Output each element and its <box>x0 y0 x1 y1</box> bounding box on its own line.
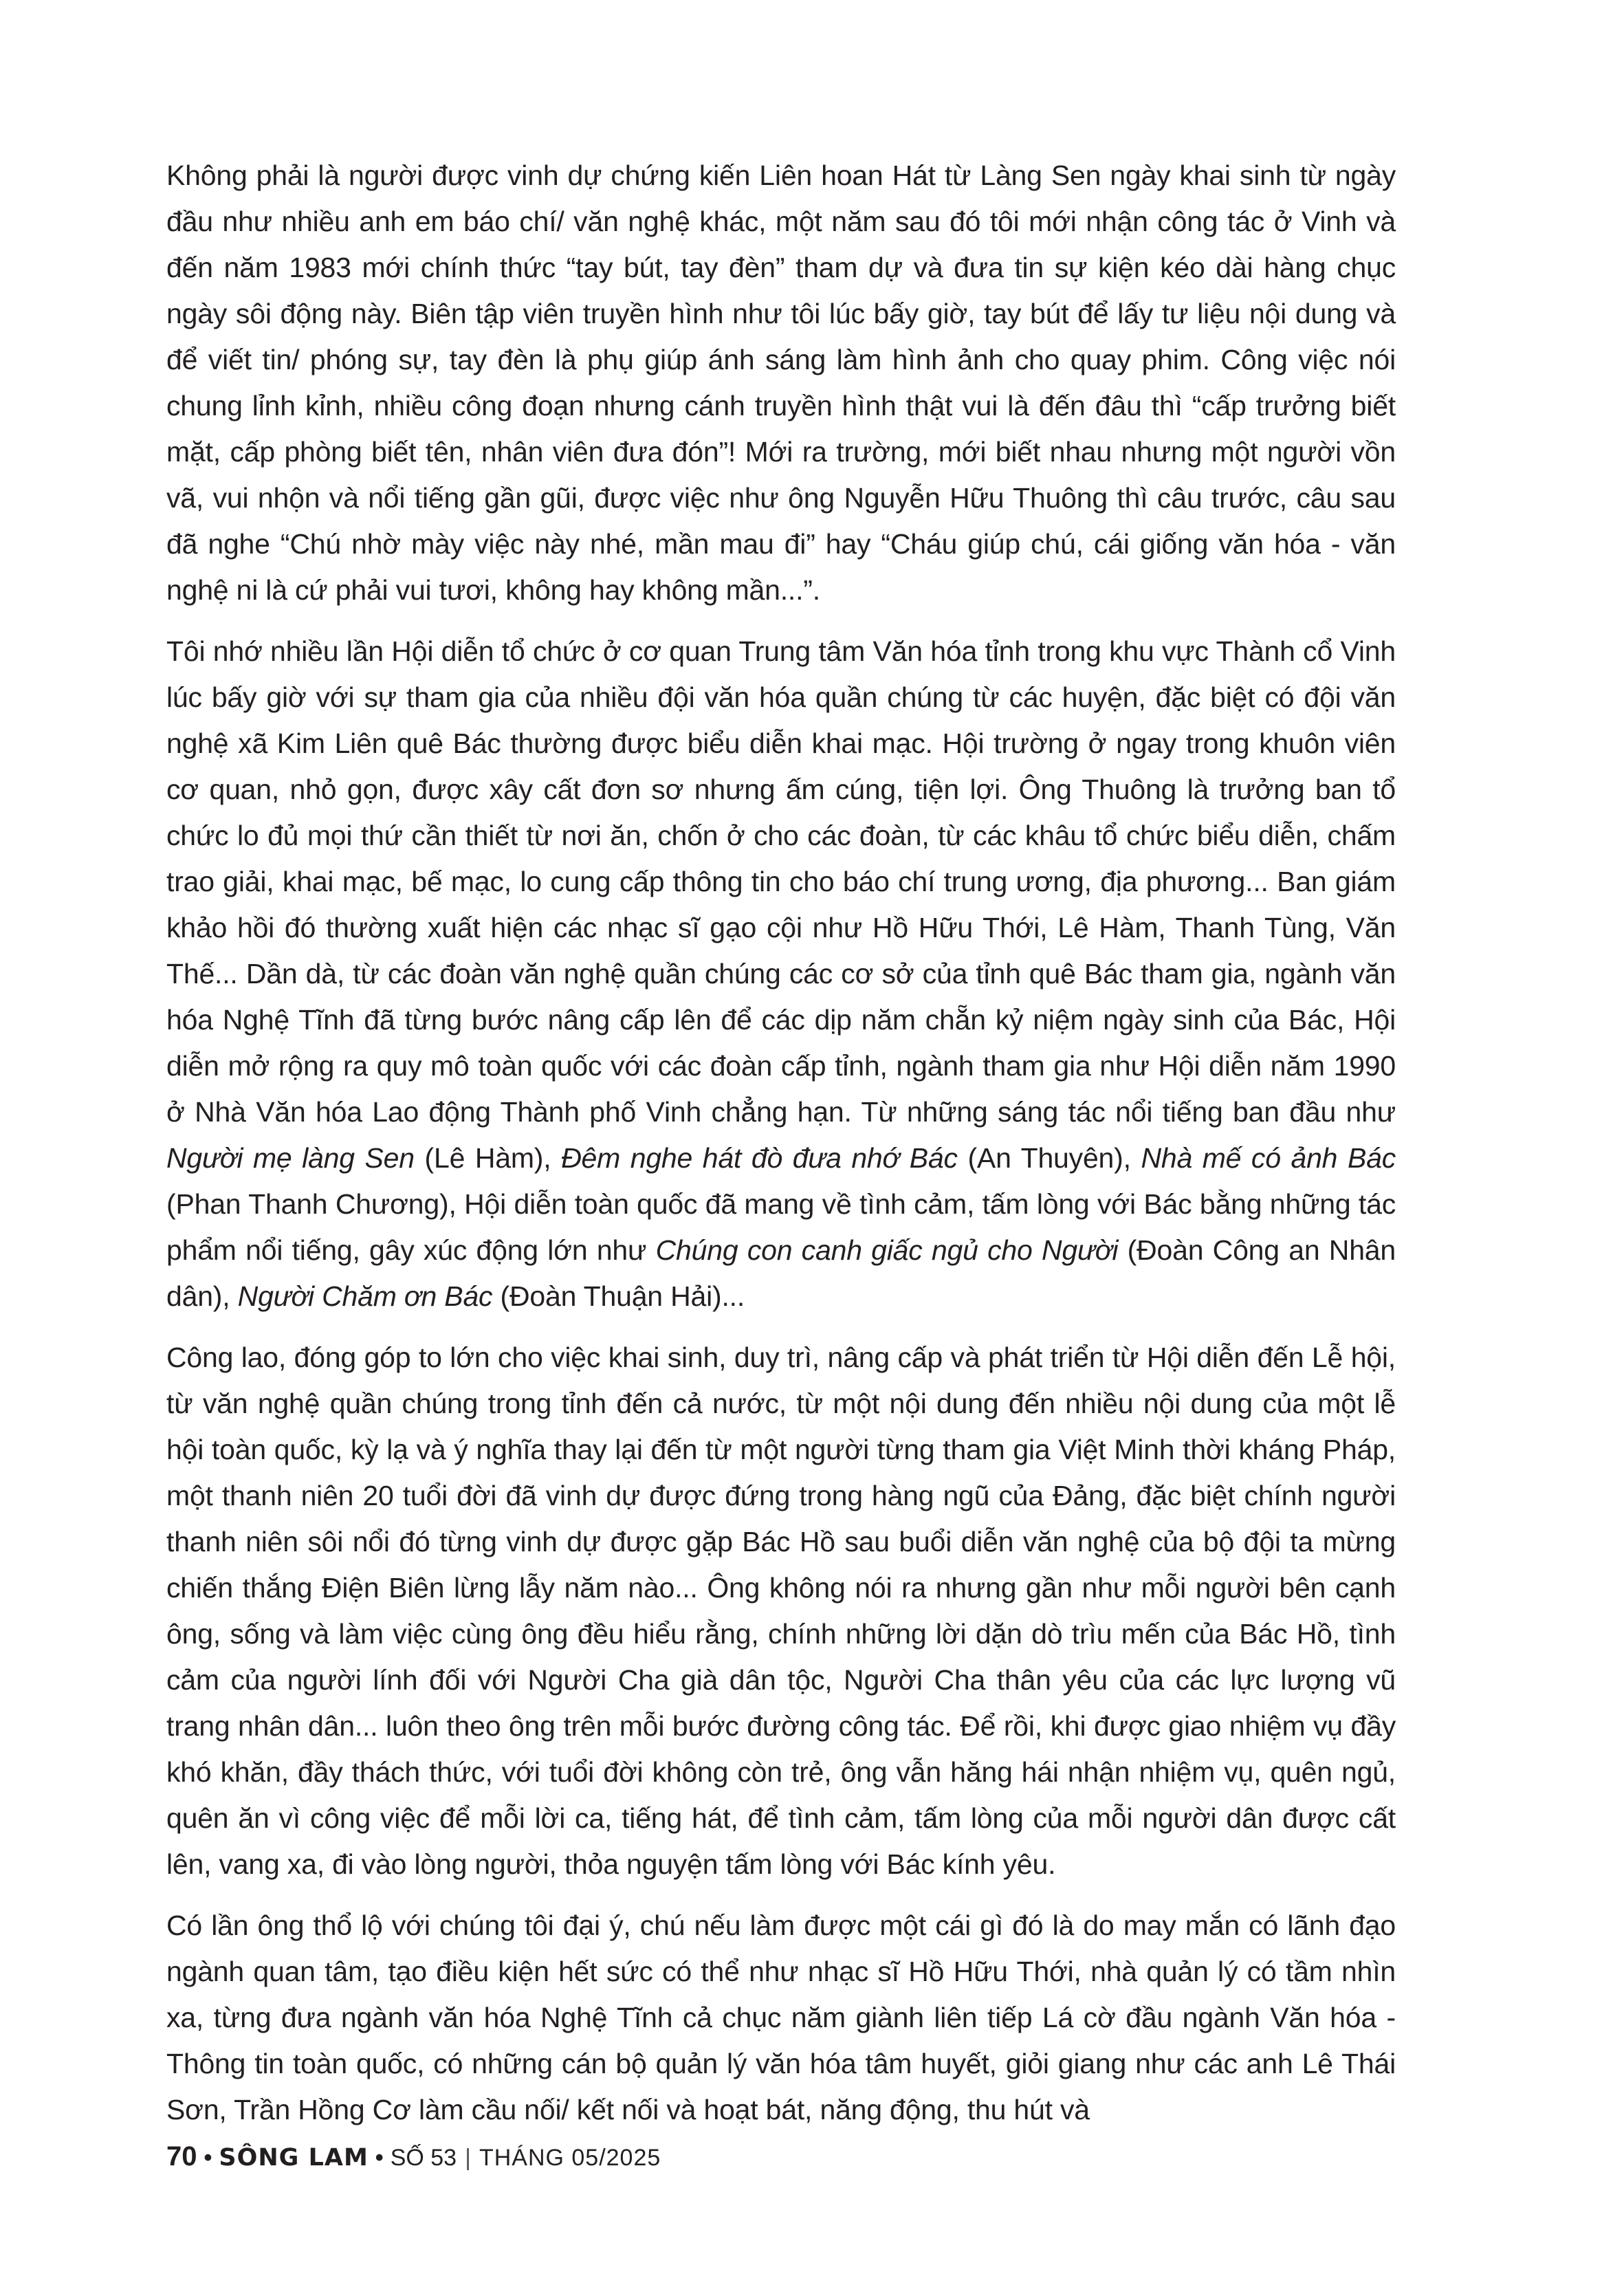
paragraph <box>166 1903 1396 2133</box>
work-title: Đêm nghe hát đò đưa nhớ Bác <box>561 1142 958 1174</box>
text-run: (Đoàn Thuận Hải)... <box>492 1280 745 1312</box>
issue-month: THÁNG 05/2025 <box>479 2145 661 2171</box>
bullet-separator: • <box>204 2145 212 2171</box>
text-run: Công lao, đóng góp to lớn cho việc khai sinh, duy trì, nâng cấp và phát triển từ Hội diễn đến Lễ hội, từ văn nghệ quần chúng trong tỉnh đến cả nước, từ một nội dung đến nhiều nội dung của một lễ hội toàn quốc, kỳ lạ và ý nghĩa thay lại đến từ một người từng tham gia Việt Minh thời kháng Pháp, một thanh niên 20 tuổi đời đã vinh dự được đứng trong hàng ngũ của Đảng, đặc biệt chính người thanh niên sôi nổi đó từng vinh dự được gặp Bác Hồ sau buổi diễn văn nghệ của bộ đội ta mừng chiến thắng Điện Biên lừng lẫy năm nào... Ông không nói ra nhưng gần như mỗi người bên cạnh ông, sống và làm việc cùng ông đều hiểu rằng, chính những lời dặn dò trìu mến của Bác Hồ, tình cảm của người lính đối với Người Cha già dân tộc, Người Cha thân yêu của các lực lượng vũ trang nhân dân... luôn theo ông trên mỗi bước đường công tác. Để rồi, khi được giao nhiệm vụ đầy khó khăn, đầy thách thức, với tuổi đời không còn trẻ, ông vẫn hăng hái nhận nhiệm vụ, quên ngủ, quên ăn vì công việc để mỗi lời ca, tiếng hát, để tình cảm, tấm lòng của mỗi người dân được cất lên, vang xa, đi vào lòng người, thỏa nguyện tấm lòng với Bác kính yêu. <box>166 1342 1396 1880</box>
text-run: (Lê Hàm), <box>414 1142 562 1174</box>
paragraph <box>166 153 1396 613</box>
text-run: (Đoàn Công an Nhân dân), <box>166 1234 1396 1312</box>
text-run: Có lần ông thổ lộ với chúng tôi đại ý, chú nếu làm được một cái gì đó là do may mắn có lãnh đạo ngành quan tâm, tạo điều kiện hết sức có thể như nhạc sĩ Hồ Hữu Thới, nhà quản lý có tầm nhìn xa, từng đưa ngành văn hóa Nghệ Tĩnh cả chục năm giành liên tiếp Lá cờ đầu ngành Văn hóa - Thông tin toàn quốc, có những cán bộ quản lý văn hóa tâm huyết, giỏi giang như các anh Lê Thái Sơn, Trần Hồng Cơ làm cầu nối/ kết nối và hoạt bát, năng động, thu hút và <box>166 1910 1396 2125</box>
page-number: 70 <box>166 2141 197 2172</box>
paragraph <box>166 1335 1396 1888</box>
text-run: Tôi nhớ nhiều lần Hội diễn tổ chức ở cơ quan Trung tâm Văn hóa tỉnh trong khu vực Thành cổ Vinh lúc bấy giờ với sự tham gia của nhiều đội văn hóa quần chúng từ các huyện, đặc biệt có đội văn nghệ xã Kim Liên quê Bác thường được biểu diễn khai mạc. Hội trường ở ngay trong khuôn viên cơ quan, nhỏ gọn, được xây cất đơn sơ nhưng ấm cúng, tiện lợi. Ông Thuông là trưởng ban tổ chức lo đủ mọi thứ cần thiết từ nơi ăn, chốn ở cho các đoàn, từ các khâu tổ chức biểu diễn, chấm trao giải, khai mạc, bế mạc, lo cung cấp thông tin cho báo chí trung ương, địa phương... Ban giám khảo hồi đó thường xuất hiện các nhạc sĩ gạo cội như Hồ Hữu Thới, Lê Hàm, Thanh Tùng, Văn Thế... Dần dà, từ các đoàn văn nghệ quần chúng các cơ sở của tỉnh quê Bác tham gia, ngành văn hóa Nghệ Tĩnh đã từng bước nâng cấp lên để các dịp năm chẵn kỷ niệm ngày sinh của Bác, Hội diễn mở rộng ra quy mô toàn quốc với các đoàn cấp tỉnh, ngành tham gia như Hội diễn năm 1990 ở Nhà Văn hóa Lao động Thành phố Vinh chẳng hạn. Từ những sáng tác nổi tiếng ban đầu như <box>166 635 1396 1128</box>
pipe-separator: | <box>465 2145 471 2171</box>
text-run: Không phải là người được vinh dự chứng kiến Liên hoan Hát từ Làng Sen ngày khai sinh từ ngày đầu như nhiều anh em báo chí/ văn nghệ khác, một năm sau đó tôi mới nhận công tác ở Vinh và đến năm 1983 mới chính thức “tay bút, tay đèn” tham dự và đưa tin sự kiện kéo dài hàng chục ngày sôi động này. Biên tập viên truyền hình như tôi lúc bấy giờ, tay bút để lấy tư liệu nội dung và để viết tin/ phóng sự, tay đèn là phụ giúp ánh sáng làm hình ảnh cho quay phim. Công việc nói chung lỉnh kỉnh, nhiều công đoạn nhưng cánh truyền hình thật vui là đến đâu thì “cấp trưởng biết mặt, cấp phòng biết tên, nhân viên đưa đón”! Mới ra trường, mới biết nhau nhưng một người vồn vã, vui nhộn và nổi tiếng gần gũi, được việc như ông Nguyễn Hữu Thuông thì câu trước, câu sau đã nghe “Chú nhờ mày việc này nhé, mần mau đi” hay “Cháu giúp chú, cái giống văn hóa - văn nghệ ni là cứ phải vui tươi, không hay không mần...”. <box>166 160 1396 606</box>
text-run: (Phan Thanh Chương), Hội diễn toàn quốc đã mang về tình cảm, tấm lòng với Bác bằng những tác phẩm nổi tiếng, gây xúc động lớn như <box>166 1188 1396 1266</box>
paragraph <box>166 628 1396 1320</box>
issue-number: SỐ 53 <box>390 2145 457 2171</box>
magazine-name: SÔNG LAM <box>219 2144 369 2172</box>
bullet-separator: • <box>375 2145 384 2171</box>
text-run: (An Thuyên), <box>957 1142 1141 1174</box>
work-title: Chúng con canh giấc ngủ cho Người <box>655 1234 1119 1266</box>
work-title: Người Chăm ơn Bác <box>237 1280 493 1312</box>
page-footer <box>166 2141 661 2172</box>
article-body <box>166 153 1396 2148</box>
work-title: Nhà mế có ảnh Bác <box>1141 1142 1396 1174</box>
work-title: Người mẹ làng Sen <box>166 1142 415 1174</box>
